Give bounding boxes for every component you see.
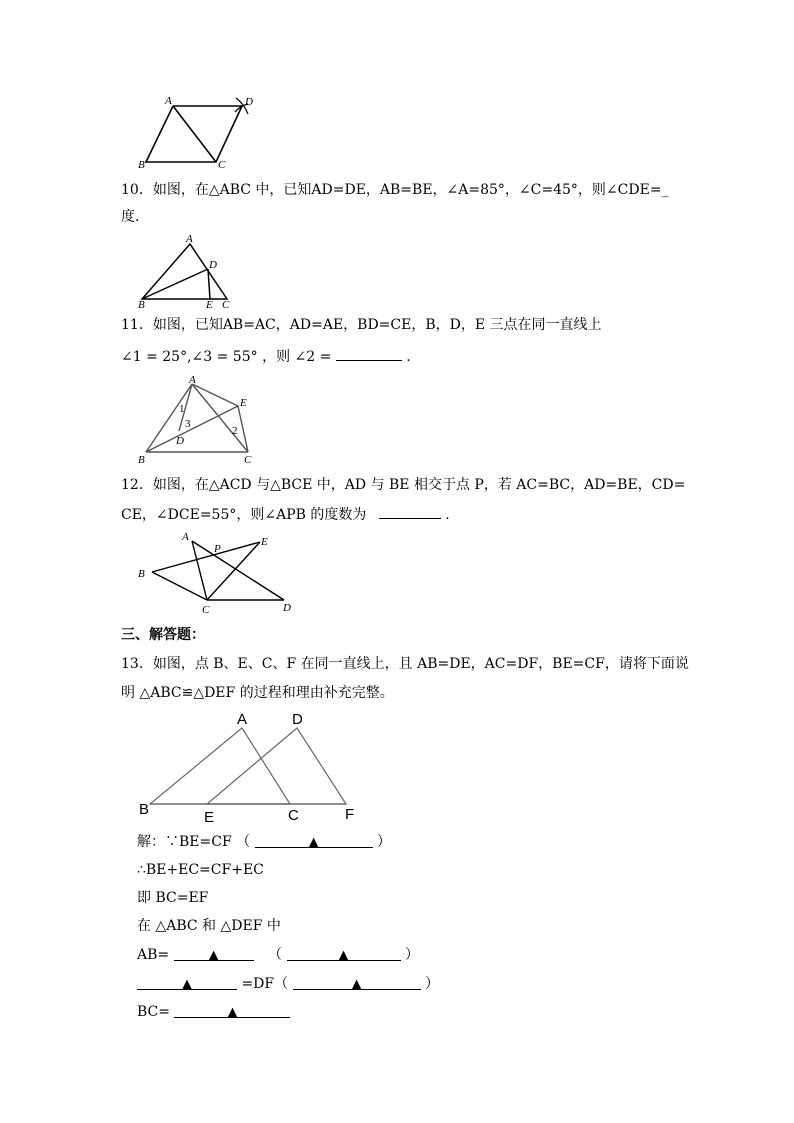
solution-line1 (137, 833, 391, 851)
q10-text-line2: 度． (121, 209, 149, 225)
reason-blank-1[interactable] (255, 833, 373, 848)
label-D: D (292, 711, 303, 728)
q11-angles: ∠1 = 25°,∠3 = 55° ，则 ∠2 = (121, 349, 332, 365)
figure-rhombus (132, 92, 262, 174)
label-D: D (283, 602, 291, 614)
label-B: B (138, 299, 145, 310)
bc-equals: BC= (137, 1004, 170, 1020)
angle-3: 3 (185, 418, 191, 430)
solution-given: 解：∵BE=CF （ (137, 834, 251, 850)
q11-period: . (406, 349, 411, 365)
label-A: A (165, 95, 172, 107)
angle-2: 2 (232, 425, 238, 437)
label-C: C (202, 604, 210, 616)
solution-line6 (137, 975, 439, 993)
reason-blank-3[interactable] (293, 975, 421, 990)
label-E: E (204, 809, 215, 826)
label-E: E (206, 299, 213, 310)
label-E: E (261, 536, 268, 548)
df-equals: =DF（ (241, 976, 289, 992)
label-B: B (138, 454, 145, 466)
label-A: A (186, 233, 193, 245)
q12-period: . (445, 507, 450, 523)
q12-answer-blank[interactable] (379, 504, 441, 519)
q12-text-line1: 12．如图，在△ACD 与△BCE 中，AD 与 BE 相交于点 P，若 AC=BC，AD=BE，CD= (121, 477, 686, 493)
ab-blank[interactable] (174, 946, 254, 961)
figure-q12 (132, 528, 302, 620)
label-D: D (245, 96, 253, 108)
figure-q11 (132, 374, 262, 466)
blank-marker: ▲ (227, 1005, 238, 1020)
figure-q10 (132, 232, 242, 310)
side-blank[interactable] (137, 975, 237, 990)
label-B: B (139, 801, 150, 818)
label-E: E (240, 397, 247, 409)
label-P: P (214, 543, 221, 555)
label-C: C (218, 159, 226, 171)
paren-close: ） (425, 976, 440, 992)
blank-marker: ▲ (308, 835, 319, 850)
label-B: B (138, 568, 145, 580)
figure-q13 (132, 708, 362, 828)
paren-close: ） (377, 834, 392, 850)
q10-text-line1: 10．如图，在△ABC 中，已知AD=DE，AB=BE，∠A=85°，∠C=45°，则∠CDE=_ (121, 182, 669, 198)
solution-line4: 在 △ABC 和 △DEF 中 (137, 918, 281, 934)
q13-text-line1: 13．如图，点 B、E、C、F 在同一直线上，且 AB=DE，AC=DF，BE=CF，请将下面说 (121, 656, 689, 672)
label-A: A (182, 531, 189, 543)
reason-blank-2[interactable] (287, 946, 401, 961)
label-C: C (244, 454, 252, 466)
label-D: D (209, 259, 217, 271)
label-D: D (176, 435, 184, 447)
solution-line3: 即 BC=EF (137, 890, 209, 906)
q12-text-line2 (121, 504, 450, 524)
q12-condition: CE，∠DCE=55°，则∠APB 的度数为 (121, 507, 367, 523)
blank-marker: ▲ (182, 977, 192, 992)
blank-marker: ▲ (208, 948, 219, 963)
q11-text-line1: 11．如图，已知AB=AC，AD=AE，BD=CE，B，D，E 三点在同一直线上 (121, 317, 602, 333)
q11-text-line2 (121, 346, 411, 366)
solution-line5 (137, 946, 419, 964)
solution-line7 (137, 1003, 290, 1021)
label-C: C (288, 807, 299, 824)
label-A: A (237, 711, 248, 728)
label-F: F (345, 806, 355, 823)
label-B: B (138, 159, 145, 171)
paren-open: （ (268, 947, 283, 963)
angle-1: 1 (179, 403, 185, 415)
solution-line2: ∴BE+EC=CF+EC (137, 862, 264, 878)
section-title: 三、解答题： (121, 627, 205, 643)
label-C: C (222, 299, 230, 310)
ab-equals: AB= (137, 947, 170, 963)
blank-marker: ▲ (351, 977, 362, 992)
blank-marker: ▲ (338, 948, 349, 963)
q11-answer-blank[interactable] (336, 346, 402, 361)
label-A: A (189, 374, 196, 386)
paren-close: ） (404, 947, 419, 963)
bc-blank[interactable] (174, 1003, 290, 1018)
q13-text-line2: 明 △ABC≌△DEF 的过程和理由补充完整。 (121, 685, 394, 701)
